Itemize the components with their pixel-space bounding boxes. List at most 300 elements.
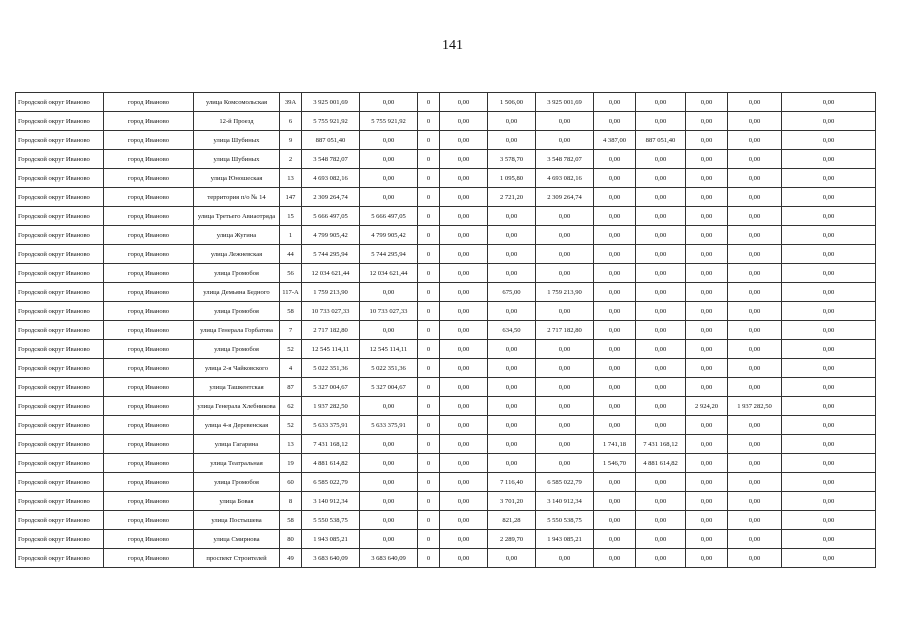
cell-street: улица Генерала Горбатова bbox=[194, 321, 280, 340]
cell-street: улица Бовая bbox=[194, 492, 280, 511]
cell-cost-col-12: 7 431 168,12 bbox=[636, 435, 686, 454]
cell-cost-col-8: 0,00 bbox=[440, 321, 488, 340]
cell-settlement: город Иваново bbox=[104, 131, 194, 150]
table-row bbox=[16, 112, 876, 131]
cell-cost-col-15: 0,00 bbox=[782, 549, 876, 568]
cell-cost-col-10: 6 585 022,79 bbox=[536, 473, 594, 492]
cell-cost-col-15: 0,00 bbox=[782, 416, 876, 435]
cell-cost-col-12: 0,00 bbox=[636, 473, 686, 492]
cell-cost-col-6: 5 666 497,05 bbox=[360, 207, 418, 226]
cell-street: улица Юношеская bbox=[194, 169, 280, 188]
cell-municipality: Городской округ Иваново bbox=[16, 264, 104, 283]
cell-area-col-11: 0,00 bbox=[594, 150, 636, 169]
cell-cost-col-14: 0,00 bbox=[728, 473, 782, 492]
cell-settlement: город Иваново bbox=[104, 112, 194, 131]
cell-cost-col-14: 0,00 bbox=[728, 378, 782, 397]
cell-settlement: город Иваново bbox=[104, 549, 194, 568]
cell-cost-col-14: 1 937 282,50 bbox=[728, 397, 782, 416]
cell-total-cost: 4 881 614,82 bbox=[302, 454, 360, 473]
cell-area-col-9: 0,00 bbox=[488, 207, 536, 226]
cell-municipality: Городской округ Иваново bbox=[16, 511, 104, 530]
cell-municipality: Городской округ Иваново bbox=[16, 150, 104, 169]
cell-count-col-7: 0 bbox=[418, 340, 440, 359]
cell-street: улица Шубиных bbox=[194, 131, 280, 150]
table-row bbox=[16, 131, 876, 150]
table-row bbox=[16, 169, 876, 188]
cell-cost-col-10: 0,00 bbox=[536, 207, 594, 226]
cell-cost-col-10: 1 943 085,21 bbox=[536, 530, 594, 549]
cell-area-col-9: 0,00 bbox=[488, 416, 536, 435]
cell-municipality: Городской округ Иваново bbox=[16, 340, 104, 359]
cell-total-cost: 5 744 295,94 bbox=[302, 245, 360, 264]
cell-area-col-13: 0,00 bbox=[686, 131, 728, 150]
cell-street: улица Комсомольская bbox=[194, 93, 280, 112]
cell-area-col-9: 3 701,20 bbox=[488, 492, 536, 511]
cell-municipality: Городской округ Иваново bbox=[16, 283, 104, 302]
cell-cost-col-8: 0,00 bbox=[440, 131, 488, 150]
cell-area-col-13: 2 924,20 bbox=[686, 397, 728, 416]
cell-cost-col-10: 0,00 bbox=[536, 397, 594, 416]
cell-total-cost: 887 051,40 bbox=[302, 131, 360, 150]
cell-house-number: 8 bbox=[280, 492, 302, 511]
cell-area-col-9: 821,28 bbox=[488, 511, 536, 530]
table-row bbox=[16, 245, 876, 264]
cell-cost-col-6: 3 683 640,09 bbox=[360, 549, 418, 568]
cell-area-col-13: 0,00 bbox=[686, 530, 728, 549]
cell-total-cost: 4 799 905,42 bbox=[302, 226, 360, 245]
cell-cost-col-14: 0,00 bbox=[728, 131, 782, 150]
cell-cost-col-6: 5 327 004,67 bbox=[360, 378, 418, 397]
cell-cost-col-15: 0,00 bbox=[782, 435, 876, 454]
cell-street: улица Демьяна Бедного bbox=[194, 283, 280, 302]
cell-cost-col-8: 0,00 bbox=[440, 511, 488, 530]
cell-cost-col-10: 0,00 bbox=[536, 549, 594, 568]
cell-area-col-13: 0,00 bbox=[686, 188, 728, 207]
cell-cost-col-6: 0,00 bbox=[360, 283, 418, 302]
cell-cost-col-15: 0,00 bbox=[782, 321, 876, 340]
cell-cost-col-12: 0,00 bbox=[636, 530, 686, 549]
cell-settlement: город Иваново bbox=[104, 492, 194, 511]
table-row bbox=[16, 549, 876, 568]
cell-cost-col-6: 0,00 bbox=[360, 150, 418, 169]
cell-house-number: 9 bbox=[280, 131, 302, 150]
cell-area-col-9: 0,00 bbox=[488, 131, 536, 150]
cell-area-col-13: 0,00 bbox=[686, 378, 728, 397]
table-row bbox=[16, 530, 876, 549]
cell-area-col-13: 0,00 bbox=[686, 112, 728, 131]
cell-cost-col-6: 0,00 bbox=[360, 435, 418, 454]
cell-cost-col-10: 0,00 bbox=[536, 264, 594, 283]
cell-cost-col-10: 0,00 bbox=[536, 416, 594, 435]
cell-settlement: город Иваново bbox=[104, 302, 194, 321]
cell-municipality: Городской округ Иваново bbox=[16, 435, 104, 454]
cell-settlement: город Иваново bbox=[104, 340, 194, 359]
table-row bbox=[16, 207, 876, 226]
cell-area-col-11: 0,00 bbox=[594, 93, 636, 112]
cell-house-number: 62 bbox=[280, 397, 302, 416]
cell-cost-col-6: 12 545 114,11 bbox=[360, 340, 418, 359]
cell-cost-col-15: 0,00 bbox=[782, 169, 876, 188]
cell-house-number: 117-А bbox=[280, 283, 302, 302]
cell-cost-col-10: 2 717 182,80 bbox=[536, 321, 594, 340]
cell-cost-col-6: 0,00 bbox=[360, 511, 418, 530]
cell-total-cost: 3 548 782,07 bbox=[302, 150, 360, 169]
cell-cost-col-14: 0,00 bbox=[728, 112, 782, 131]
cell-cost-col-6: 5 744 295,94 bbox=[360, 245, 418, 264]
cell-area-col-11: 0,00 bbox=[594, 378, 636, 397]
cell-cost-col-15: 0,00 bbox=[782, 473, 876, 492]
cell-municipality: Городской округ Иваново bbox=[16, 473, 104, 492]
table-row bbox=[16, 435, 876, 454]
cell-area-col-11: 0,00 bbox=[594, 321, 636, 340]
table-body bbox=[16, 93, 876, 568]
cell-cost-col-10: 0,00 bbox=[536, 245, 594, 264]
cell-cost-col-10: 4 693 082,16 bbox=[536, 169, 594, 188]
cell-settlement: город Иваново bbox=[104, 454, 194, 473]
cell-total-cost: 1 937 282,50 bbox=[302, 397, 360, 416]
cell-street: улица Смирнова bbox=[194, 530, 280, 549]
cell-cost-col-14: 0,00 bbox=[728, 340, 782, 359]
cell-area-col-11: 1 741,18 bbox=[594, 435, 636, 454]
cell-cost-col-6: 0,00 bbox=[360, 473, 418, 492]
cell-settlement: город Иваново bbox=[104, 207, 194, 226]
cell-settlement: город Иваново bbox=[104, 264, 194, 283]
cell-cost-col-15: 0,00 bbox=[782, 511, 876, 530]
cell-municipality: Городской округ Иваново bbox=[16, 397, 104, 416]
cell-total-cost: 5 666 497,05 bbox=[302, 207, 360, 226]
cell-settlement: город Иваново bbox=[104, 511, 194, 530]
cell-cost-col-8: 0,00 bbox=[440, 492, 488, 511]
cell-house-number: 6 bbox=[280, 112, 302, 131]
cell-cost-col-14: 0,00 bbox=[728, 283, 782, 302]
table-row bbox=[16, 378, 876, 397]
cell-count-col-7: 0 bbox=[418, 169, 440, 188]
cell-municipality: Городской округ Иваново bbox=[16, 378, 104, 397]
cell-house-number: 56 bbox=[280, 264, 302, 283]
cell-house-number: 58 bbox=[280, 302, 302, 321]
cell-area-col-13: 0,00 bbox=[686, 226, 728, 245]
cell-area-col-11: 0,00 bbox=[594, 340, 636, 359]
cell-house-number: 7 bbox=[280, 321, 302, 340]
cell-cost-col-14: 0,00 bbox=[728, 169, 782, 188]
table-row bbox=[16, 397, 876, 416]
cell-street: улица Громобоя bbox=[194, 473, 280, 492]
cell-house-number: 87 bbox=[280, 378, 302, 397]
cell-area-col-9: 0,00 bbox=[488, 549, 536, 568]
cell-cost-col-12: 0,00 bbox=[636, 359, 686, 378]
table-row bbox=[16, 511, 876, 530]
cell-count-col-7: 0 bbox=[418, 226, 440, 245]
cell-area-col-9: 634,50 bbox=[488, 321, 536, 340]
cell-total-cost: 7 431 168,12 bbox=[302, 435, 360, 454]
cell-street: улица Шубиных bbox=[194, 150, 280, 169]
table-row bbox=[16, 321, 876, 340]
cell-cost-col-15: 0,00 bbox=[782, 150, 876, 169]
cell-total-cost: 2 717 182,80 bbox=[302, 321, 360, 340]
cell-settlement: город Иваново bbox=[104, 473, 194, 492]
cell-settlement: город Иваново bbox=[104, 169, 194, 188]
cell-cost-col-12: 0,00 bbox=[636, 207, 686, 226]
cell-area-col-11: 0,00 bbox=[594, 207, 636, 226]
cell-cost-col-6: 0,00 bbox=[360, 131, 418, 150]
cell-count-col-7: 0 bbox=[418, 359, 440, 378]
cell-area-col-13: 0,00 bbox=[686, 511, 728, 530]
cell-settlement: город Иваново bbox=[104, 283, 194, 302]
cell-house-number: 15 bbox=[280, 207, 302, 226]
cell-count-col-7: 0 bbox=[418, 321, 440, 340]
cell-cost-col-14: 0,00 bbox=[728, 530, 782, 549]
cell-count-col-7: 0 bbox=[418, 150, 440, 169]
table-row bbox=[16, 283, 876, 302]
cell-cost-col-10: 5 550 538,75 bbox=[536, 511, 594, 530]
cell-area-col-11: 1 546,70 bbox=[594, 454, 636, 473]
cell-cost-col-15: 0,00 bbox=[782, 226, 876, 245]
cell-cost-col-6: 0,00 bbox=[360, 93, 418, 112]
cell-cost-col-15: 0,00 bbox=[782, 454, 876, 473]
cell-cost-col-14: 0,00 bbox=[728, 226, 782, 245]
cell-municipality: Городской округ Иваново bbox=[16, 245, 104, 264]
cell-area-col-9: 0,00 bbox=[488, 264, 536, 283]
cell-settlement: город Иваново bbox=[104, 530, 194, 549]
cell-settlement: город Иваново bbox=[104, 188, 194, 207]
cell-cost-col-12: 0,00 bbox=[636, 397, 686, 416]
table-row bbox=[16, 340, 876, 359]
cell-municipality: Городской округ Иваново bbox=[16, 93, 104, 112]
cell-total-cost: 5 633 375,91 bbox=[302, 416, 360, 435]
cell-area-col-13: 0,00 bbox=[686, 150, 728, 169]
cell-area-col-9: 3 578,70 bbox=[488, 150, 536, 169]
cell-cost-col-10: 3 548 782,07 bbox=[536, 150, 594, 169]
cell-settlement: город Иваново bbox=[104, 416, 194, 435]
cell-area-col-9: 0,00 bbox=[488, 245, 536, 264]
cell-count-col-7: 0 bbox=[418, 93, 440, 112]
cell-cost-col-6: 0,00 bbox=[360, 169, 418, 188]
cell-area-col-11: 0,00 bbox=[594, 169, 636, 188]
cell-street: улица Театральная bbox=[194, 454, 280, 473]
table-row bbox=[16, 264, 876, 283]
cell-cost-col-12: 0,00 bbox=[636, 416, 686, 435]
cell-house-number: 147 bbox=[280, 188, 302, 207]
cell-area-col-11: 0,00 bbox=[594, 188, 636, 207]
cell-area-col-11: 0,00 bbox=[594, 302, 636, 321]
cell-house-number: 49 bbox=[280, 549, 302, 568]
cell-house-number: 52 bbox=[280, 340, 302, 359]
cell-total-cost: 3 925 001,69 bbox=[302, 93, 360, 112]
cell-cost-col-8: 0,00 bbox=[440, 112, 488, 131]
cell-area-col-13: 0,00 bbox=[686, 416, 728, 435]
cell-street: улица Жугина bbox=[194, 226, 280, 245]
table-row bbox=[16, 93, 876, 112]
cell-total-cost: 5 550 538,75 bbox=[302, 511, 360, 530]
cell-total-cost: 10 733 027,33 bbox=[302, 302, 360, 321]
cell-total-cost: 6 585 022,79 bbox=[302, 473, 360, 492]
cell-settlement: город Иваново bbox=[104, 435, 194, 454]
cell-street: территория п/о № 14 bbox=[194, 188, 280, 207]
cell-cost-col-14: 0,00 bbox=[728, 188, 782, 207]
cell-cost-col-8: 0,00 bbox=[440, 150, 488, 169]
cell-street: улица Гагарина bbox=[194, 435, 280, 454]
cell-area-col-9: 0,00 bbox=[488, 397, 536, 416]
cell-municipality: Городской округ Иваново bbox=[16, 302, 104, 321]
cell-count-col-7: 0 bbox=[418, 112, 440, 131]
cell-cost-col-8: 0,00 bbox=[440, 416, 488, 435]
cell-house-number: 13 bbox=[280, 435, 302, 454]
cell-cost-col-15: 0,00 bbox=[782, 131, 876, 150]
cell-cost-col-8: 0,00 bbox=[440, 378, 488, 397]
table-row bbox=[16, 454, 876, 473]
cell-cost-col-6: 0,00 bbox=[360, 188, 418, 207]
table-row bbox=[16, 302, 876, 321]
cell-total-cost: 5 755 921,92 bbox=[302, 112, 360, 131]
cell-area-col-13: 0,00 bbox=[686, 283, 728, 302]
cell-area-col-13: 0,00 bbox=[686, 264, 728, 283]
cell-cost-col-6: 0,00 bbox=[360, 492, 418, 511]
cell-cost-col-8: 0,00 bbox=[440, 454, 488, 473]
cell-cost-col-12: 887 051,40 bbox=[636, 131, 686, 150]
cell-municipality: Городской округ Иваново bbox=[16, 321, 104, 340]
cell-area-col-11: 0,00 bbox=[594, 359, 636, 378]
cell-street: проспект Строителей bbox=[194, 549, 280, 568]
cell-area-col-9: 0,00 bbox=[488, 302, 536, 321]
cell-count-col-7: 0 bbox=[418, 435, 440, 454]
cell-area-col-9: 0,00 bbox=[488, 340, 536, 359]
cell-cost-col-8: 0,00 bbox=[440, 245, 488, 264]
cell-total-cost: 3 683 640,09 bbox=[302, 549, 360, 568]
cell-municipality: Городской округ Иваново bbox=[16, 188, 104, 207]
cell-area-col-11: 4 387,00 bbox=[594, 131, 636, 150]
cell-count-col-7: 0 bbox=[418, 283, 440, 302]
cell-count-col-7: 0 bbox=[418, 530, 440, 549]
cell-area-col-11: 0,00 bbox=[594, 226, 636, 245]
cell-count-col-7: 0 bbox=[418, 245, 440, 264]
cell-street: улица Постышева bbox=[194, 511, 280, 530]
cell-cost-col-14: 0,00 bbox=[728, 511, 782, 530]
cell-municipality: Городской округ Иваново bbox=[16, 454, 104, 473]
cell-cost-col-12: 0,00 bbox=[636, 378, 686, 397]
cell-count-col-7: 0 bbox=[418, 378, 440, 397]
cell-cost-col-8: 0,00 bbox=[440, 188, 488, 207]
cell-area-col-11: 0,00 bbox=[594, 549, 636, 568]
cell-cost-col-6: 4 799 905,42 bbox=[360, 226, 418, 245]
cell-street: улица Громобоя bbox=[194, 340, 280, 359]
cell-count-col-7: 0 bbox=[418, 416, 440, 435]
cell-area-col-9: 0,00 bbox=[488, 435, 536, 454]
cell-street: улица Громобоя bbox=[194, 264, 280, 283]
cell-municipality: Городской округ Иваново bbox=[16, 112, 104, 131]
cell-count-col-7: 0 bbox=[418, 549, 440, 568]
cell-cost-col-12: 0,00 bbox=[636, 169, 686, 188]
cell-count-col-7: 0 bbox=[418, 454, 440, 473]
cell-municipality: Городской округ Иваново bbox=[16, 207, 104, 226]
table-row bbox=[16, 150, 876, 169]
cell-house-number: 60 bbox=[280, 473, 302, 492]
cell-settlement: город Иваново bbox=[104, 378, 194, 397]
cell-cost-col-15: 0,00 bbox=[782, 492, 876, 511]
cell-total-cost: 12 545 114,11 bbox=[302, 340, 360, 359]
cell-count-col-7: 0 bbox=[418, 473, 440, 492]
table-row bbox=[16, 473, 876, 492]
cell-cost-col-12: 0,00 bbox=[636, 150, 686, 169]
cell-cost-col-10: 0,00 bbox=[536, 454, 594, 473]
cell-cost-col-15: 0,00 bbox=[782, 302, 876, 321]
cell-cost-col-14: 0,00 bbox=[728, 359, 782, 378]
cell-area-col-13: 0,00 bbox=[686, 473, 728, 492]
cell-municipality: Городской округ Иваново bbox=[16, 549, 104, 568]
cell-cost-col-10: 0,00 bbox=[536, 378, 594, 397]
cell-cost-col-8: 0,00 bbox=[440, 169, 488, 188]
cell-cost-col-12: 0,00 bbox=[636, 549, 686, 568]
cell-house-number: 2 bbox=[280, 150, 302, 169]
cell-area-col-11: 0,00 bbox=[594, 283, 636, 302]
cell-cost-col-8: 0,00 bbox=[440, 397, 488, 416]
cell-area-col-13: 0,00 bbox=[686, 207, 728, 226]
cell-cost-col-6: 0,00 bbox=[360, 454, 418, 473]
cell-total-cost: 2 309 264,74 bbox=[302, 188, 360, 207]
cell-cost-col-12: 0,00 bbox=[636, 321, 686, 340]
cell-street: улица Ташкентская bbox=[194, 378, 280, 397]
cell-total-cost: 3 140 912,34 bbox=[302, 492, 360, 511]
cell-house-number: 80 bbox=[280, 530, 302, 549]
cell-house-number: 58 bbox=[280, 511, 302, 530]
cell-settlement: город Иваново bbox=[104, 93, 194, 112]
cell-cost-col-6: 0,00 bbox=[360, 397, 418, 416]
cell-cost-col-12: 0,00 bbox=[636, 340, 686, 359]
cell-area-col-9: 7 116,40 bbox=[488, 473, 536, 492]
cell-area-col-11: 0,00 bbox=[594, 264, 636, 283]
cell-cost-col-8: 0,00 bbox=[440, 283, 488, 302]
cell-cost-col-8: 0,00 bbox=[440, 435, 488, 454]
cell-cost-col-10: 2 309 264,74 bbox=[536, 188, 594, 207]
cell-cost-col-8: 0,00 bbox=[440, 302, 488, 321]
cell-cost-col-14: 0,00 bbox=[728, 264, 782, 283]
cell-area-col-13: 0,00 bbox=[686, 245, 728, 264]
cell-house-number: 19 bbox=[280, 454, 302, 473]
cell-count-col-7: 0 bbox=[418, 511, 440, 530]
cell-area-col-13: 0,00 bbox=[686, 492, 728, 511]
cell-cost-col-10: 3 925 001,69 bbox=[536, 93, 594, 112]
table-row bbox=[16, 359, 876, 378]
cell-area-col-11: 0,00 bbox=[594, 511, 636, 530]
cell-count-col-7: 0 bbox=[418, 264, 440, 283]
cell-area-col-13: 0,00 bbox=[686, 302, 728, 321]
cell-area-col-13: 0,00 bbox=[686, 93, 728, 112]
cell-cost-col-12: 4 881 614,82 bbox=[636, 454, 686, 473]
table-row bbox=[16, 492, 876, 511]
cell-settlement: город Иваново bbox=[104, 226, 194, 245]
cell-area-col-9: 1 095,80 bbox=[488, 169, 536, 188]
cell-area-col-13: 0,00 bbox=[686, 321, 728, 340]
cell-cost-col-15: 0,00 bbox=[782, 188, 876, 207]
cell-cost-col-14: 0,00 bbox=[728, 150, 782, 169]
table-row bbox=[16, 226, 876, 245]
cell-area-col-9: 2 721,20 bbox=[488, 188, 536, 207]
cell-area-col-11: 0,00 bbox=[594, 473, 636, 492]
cell-street: улица Третьего Авиаотряда bbox=[194, 207, 280, 226]
cell-cost-col-6: 0,00 bbox=[360, 530, 418, 549]
cell-area-col-13: 0,00 bbox=[686, 549, 728, 568]
cell-cost-col-15: 0,00 bbox=[782, 530, 876, 549]
cell-cost-col-10: 0,00 bbox=[536, 340, 594, 359]
cell-cost-col-8: 0,00 bbox=[440, 473, 488, 492]
cell-cost-col-15: 0,00 bbox=[782, 245, 876, 264]
cell-municipality: Городской округ Иваново bbox=[16, 530, 104, 549]
cell-cost-col-14: 0,00 bbox=[728, 435, 782, 454]
cell-cost-col-6: 10 733 027,33 bbox=[360, 302, 418, 321]
cell-cost-col-10: 0,00 bbox=[536, 302, 594, 321]
cell-street: улица 2-я Чайковского bbox=[194, 359, 280, 378]
cell-cost-col-12: 0,00 bbox=[636, 264, 686, 283]
cell-cost-col-12: 0,00 bbox=[636, 93, 686, 112]
